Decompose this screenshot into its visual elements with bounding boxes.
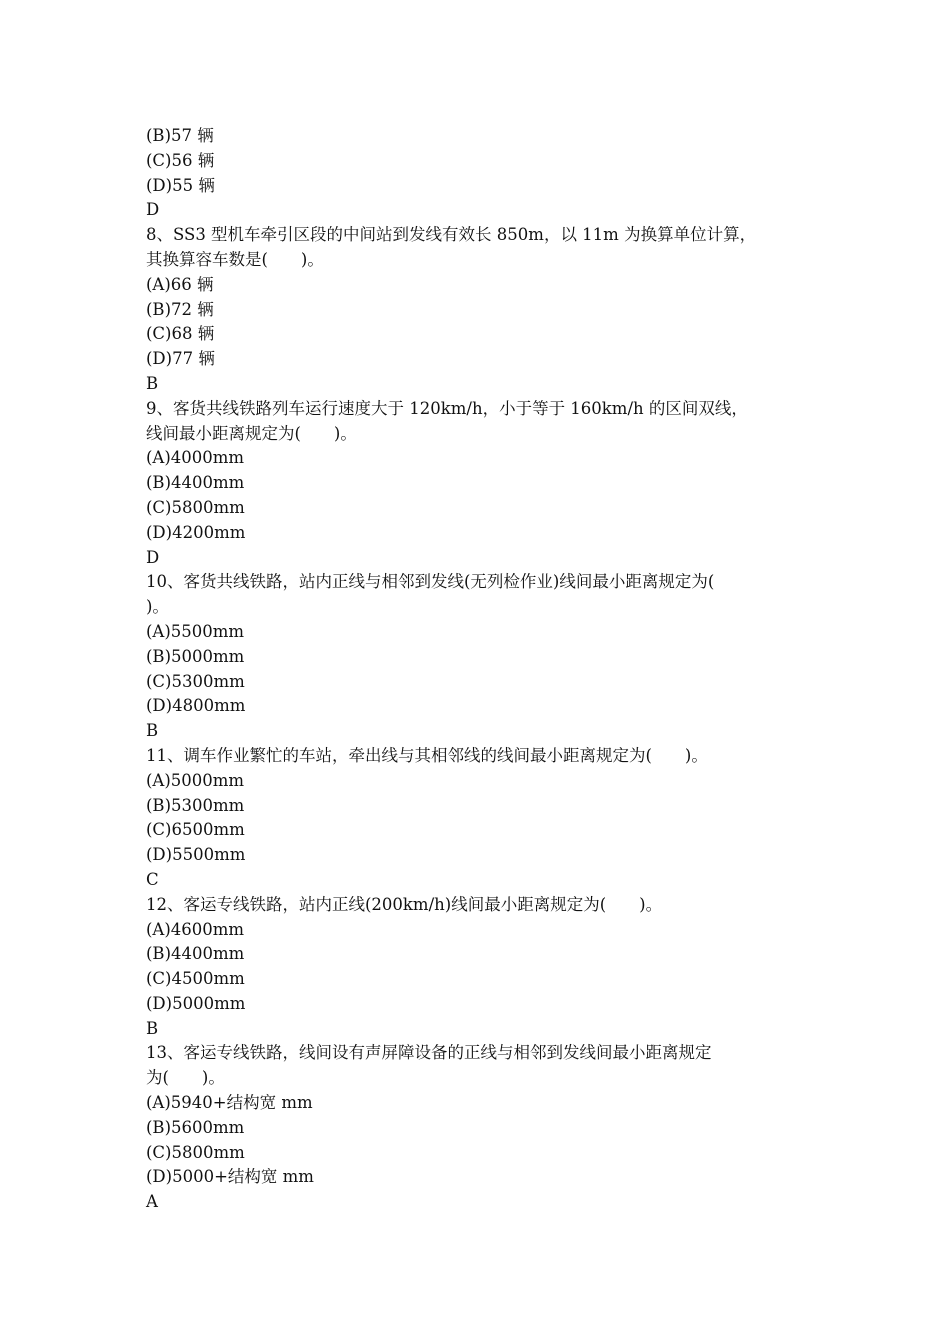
option-b: (B)5600mm: [146, 1117, 245, 1137]
question-text-cont: 线间最小距离规定为( )。: [146, 423, 357, 443]
answer: C: [146, 869, 159, 889]
option-c: (C)56 辆: [146, 150, 215, 170]
option-d: (D)5000+结构宽 mm: [146, 1167, 314, 1187]
option-d: (D)55 辆: [146, 175, 215, 195]
option-d: (D)5000mm: [146, 993, 246, 1013]
option-d: (D)4200mm: [146, 522, 246, 542]
question-text: 9、客货共线铁路列车运行速度大于 120km/h，小于等于 160km/h 的区间双线，: [146, 398, 748, 418]
option-a: (A)66 辆: [146, 274, 214, 294]
answer: D: [146, 547, 160, 567]
answer: B: [146, 721, 159, 741]
question-text: 8、SS3 型机车牵引区段的中间站到发线有效长 850m，以 11m 为换算单位计算，: [146, 225, 757, 245]
option-b: (B)72 辆: [146, 299, 214, 319]
answer: B: [146, 373, 159, 393]
option-c: (C)5800mm: [146, 1142, 245, 1162]
option-c: (C)4500mm: [146, 969, 245, 989]
question-text: 12、客运专线铁路，站内正线(200km/h)线间最小距离规定为( )。: [146, 894, 663, 914]
option-c: (C)5300mm: [146, 671, 245, 691]
document-page: [146, 124, 816, 1215]
option-b: (B)4400mm: [146, 473, 245, 493]
option-a: (A)5500mm: [146, 621, 245, 641]
answer: D: [146, 200, 160, 220]
option-d: (D)5500mm: [146, 845, 246, 865]
option-b: (B)5000mm: [146, 646, 245, 666]
option-a: (A)4000mm: [146, 448, 245, 468]
option-a: (A)5940+结构宽 mm: [146, 1093, 313, 1113]
option-d: (D)4800mm: [146, 696, 246, 716]
question-text-cont: )。: [146, 597, 169, 617]
option-a: (A)4600mm: [146, 919, 245, 939]
question-text: 11、调车作业繁忙的车站，牵出线与其相邻线的线间最小距离规定为( )。: [146, 745, 708, 765]
option-b: (B)5300mm: [146, 795, 245, 815]
option-c: (C)5800mm: [146, 497, 245, 517]
option-c: (C)68 辆: [146, 324, 215, 344]
option-d: (D)77 辆: [146, 349, 215, 369]
answer: B: [146, 1018, 159, 1038]
option-c: (C)6500mm: [146, 820, 245, 840]
option-a: (A)5000mm: [146, 770, 245, 790]
answer: A: [146, 1192, 158, 1212]
question-text: 10、客货共线铁路，站内正线与相邻到发线(无列检作业)线间最小距离规定为(: [146, 572, 715, 592]
question-text-cont: 为( )。: [146, 1068, 225, 1088]
option-b: (B)57 辆: [146, 126, 214, 145]
question-text: 13、客运专线铁路，线间设有声屏障设备的正线与相邻到发线间最小距离规定: [146, 1043, 712, 1063]
option-b: (B)4400mm: [146, 944, 245, 964]
question-text-cont: 其换算容车数是( )。: [146, 249, 324, 269]
